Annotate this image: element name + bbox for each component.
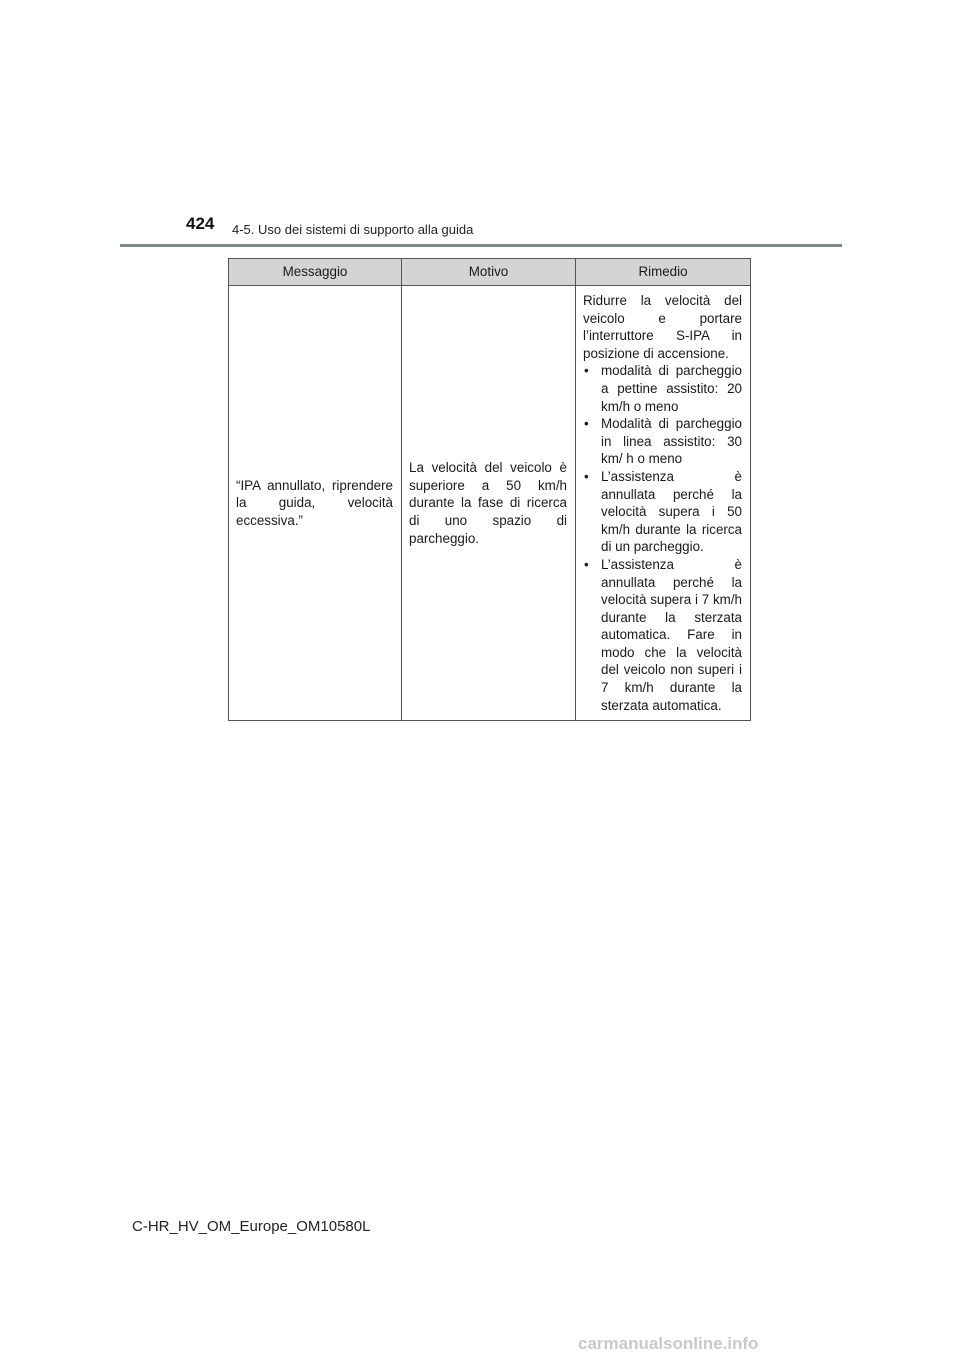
message-cell: “IPA annullato, riprendere la guida, velocità eccessiva.” [229, 286, 402, 721]
list-item: • L’assistenza è annullata perché la velocità supera i 50 km/h durante la ricerca di un parcheggio. [583, 468, 742, 556]
section-title: 4-5. Uso dei sistemi di supporto alla guida [232, 222, 474, 237]
table-header-row [229, 259, 751, 286]
remedy-cell [576, 286, 751, 721]
document-id: C-HR_HV_OM_Europe_OM10580L [132, 1218, 371, 1235]
header-divider [120, 244, 842, 247]
list-item: • Modalità di parcheggio in linea assistito: 30 km/ h o meno [583, 415, 742, 468]
table-row [229, 286, 751, 721]
remedy-list [583, 362, 742, 714]
list-item: • L’assistenza è annullata perché la velocità supera i 7 km/h durante la sterzata automatica. Fare in modo che la velocità del veicolo non superi i 7 km/h durante la sterzata automatica. [583, 556, 742, 714]
list-item: • modalità di parcheggio a pettine assistito: 20 km/h o meno [583, 362, 742, 415]
page-number: 424 [186, 214, 215, 233]
column-header-reason: Motivo [402, 259, 576, 286]
remedy-intro: Ridurre la velocità del veicolo e portare l’interruttore S-IPA in posizione di accensione. [583, 293, 742, 361]
message-table [228, 258, 751, 721]
reason-cell: La velocità del veicolo è superiore a 50 km/h durante la fase di ricerca di uno spazio di parcheggio. [402, 286, 576, 721]
column-header-message: Messaggio [229, 259, 402, 286]
column-header-remedy: Rimedio [576, 259, 751, 286]
watermark: carmanualsonline.info [578, 1334, 759, 1353]
